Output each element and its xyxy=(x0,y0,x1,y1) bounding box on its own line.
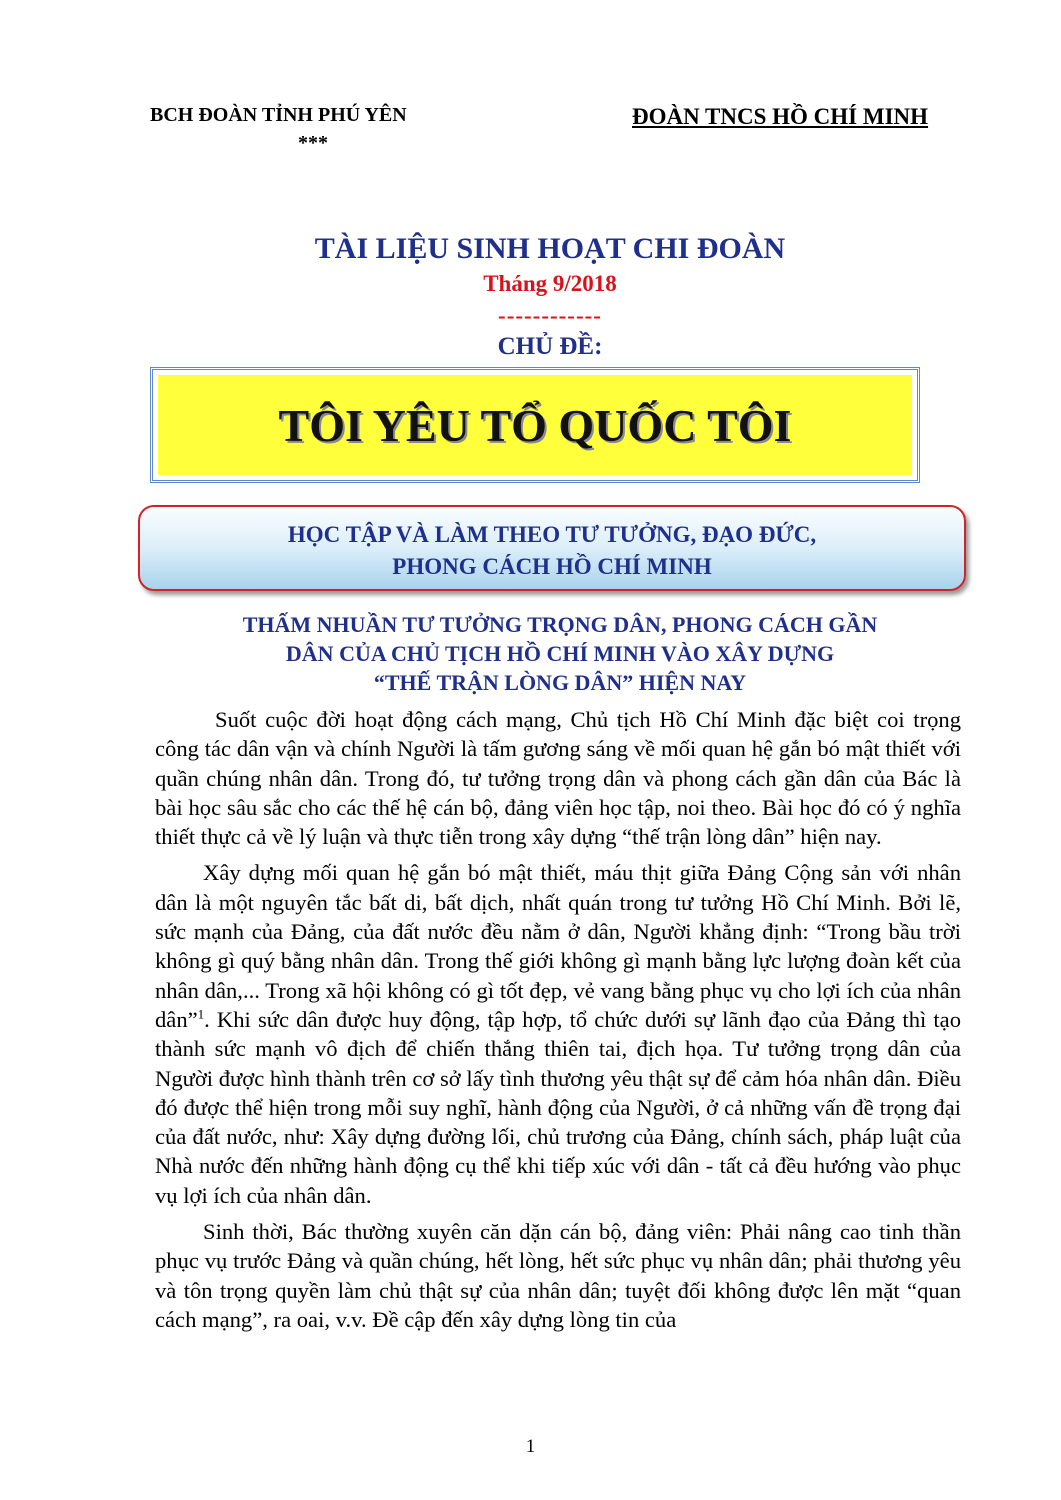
paragraph-2-text-a: Xây dựng mối quan hệ gắn bó mật thiết, máu thịt giữa Đảng Cộng sản với nhân dân là một nguyên tắc bất di, bất dịch, nhất quán trong tư tưởng Hồ Chí Minh. Bởi lẽ, sức mạnh của Đảng, của đất nước đều nằm ở dân, Người khẳng định: “Trong bầu trời không gì quý bằng nhân dân. Trong thế giới không gì mạnh bằng lực lượng đoàn kết của nhân dân,... Trong xã hội không có gì tốt đẹp, vẻ vang bằng phục vụ cho lợi ích của nhân dân” xyxy=(155,860,961,1032)
theme-label: CHỦ ĐỀ: xyxy=(497,333,603,360)
paragraph-1: Suốt cuộc đời hoạt động cách mạng, Chủ tịch Hồ Chí Minh đặc biệt coi trọng công tác dân vận và chính Người là tấm gương sáng về mối quan hệ gắn bó mật thiết với quần chúng nhân dân. Trong đó, tư tưởng trọng dân và phong cách gần dân của Bác là bài học sâu sắc cho các thế hệ cán bộ, đảng viên học tập, noi theo. Bài học đó có ý nghĩa thiết thực cả về lý luận và thực tiễn trong xây dựng “thế trận lòng dân” hiện nay. xyxy=(155,707,961,850)
article-title-line-3: “THẾ TRẬN LÒNG DÂN” HIỆN NAY xyxy=(373,670,747,695)
right-organization: ĐOÀN TNCS HỒ CHÍ MINH xyxy=(632,104,929,129)
footnote-marker[interactable]: 1 xyxy=(197,1006,205,1022)
theme-title: TÔI YÊU TỔ QUỐC TÔI xyxy=(278,399,792,451)
article-title-line-2: DÂN CỦA CHỦ TỊCH HỒ CHÍ MINH VÀO XÂY DỰNG xyxy=(285,641,835,666)
article-body xyxy=(155,705,961,1341)
article-title-line-1: THẤM NHUẦN TƯ TƯỞNG TRỌNG DÂN, PHONG CÁCH GẦN xyxy=(242,612,878,637)
document-title: TÀI LIỆU SINH HOẠT CHI ĐOÀN xyxy=(314,232,786,265)
paragraph-2-text-b: . Khi sức dân được huy động, tập hợp, tổ chức dưới sự lãnh đạo của Đảng thì tạo thành sức mạnh vô địch để chiến thắng thiên tai, địch họa. Tư tưởng trọng dân của Người được hình thành trên cơ sở lấy tình thương yêu thật sự để cảm hóa nhân dân. Điều đó được thể hiện trong mỗi suy nghĩ, hành động của Người, ở cả những vấn đề trọng đại của đất nước, như: Xây dựng đường lối, chủ trương của Đảng, chính sách, pháp luật của Nhà nước đến những hành động cụ thể khi tiếp xúc với dân - tất cả đều hướng vào phục vụ lợi ích của nhân dân. xyxy=(155,1006,961,1208)
left-stars: *** xyxy=(298,132,328,154)
paragraph-3: Sinh thời, Bác thường xuyên căn dặn cán bộ, đảng viên: Phải nâng cao tinh thần phục vụ trước Đảng và quần chúng, hết lòng, hết sức phục vụ nhân dân; phải thương yêu và tôn trọng quyền làm chủ thật sự của nhân dân; tuyệt đối không được lên mặt “quan cách mạng”, ra oai, v.v. Đề cập đến xây dựng lòng tin của xyxy=(155,1219,961,1332)
paragraph-2 xyxy=(155,858,961,1210)
title-separator: ------------ xyxy=(498,303,602,328)
banner-line-1: HỌC TẬP VÀ LÀM THEO TƯ TƯỞNG, ĐẠO ĐỨC, xyxy=(287,522,817,547)
left-organization: BCH ĐOÀN TỈNH PHÚ YÊN xyxy=(150,104,407,126)
theme-box xyxy=(150,367,920,483)
section-banner xyxy=(138,505,966,591)
page-number: 1 xyxy=(525,1436,536,1457)
document-month: Tháng 9/2018 xyxy=(483,271,617,296)
banner-line-2: PHONG CÁCH HỒ CHÍ MINH xyxy=(392,554,712,579)
article-title xyxy=(60,610,1060,697)
theme-box-fill xyxy=(158,375,912,475)
